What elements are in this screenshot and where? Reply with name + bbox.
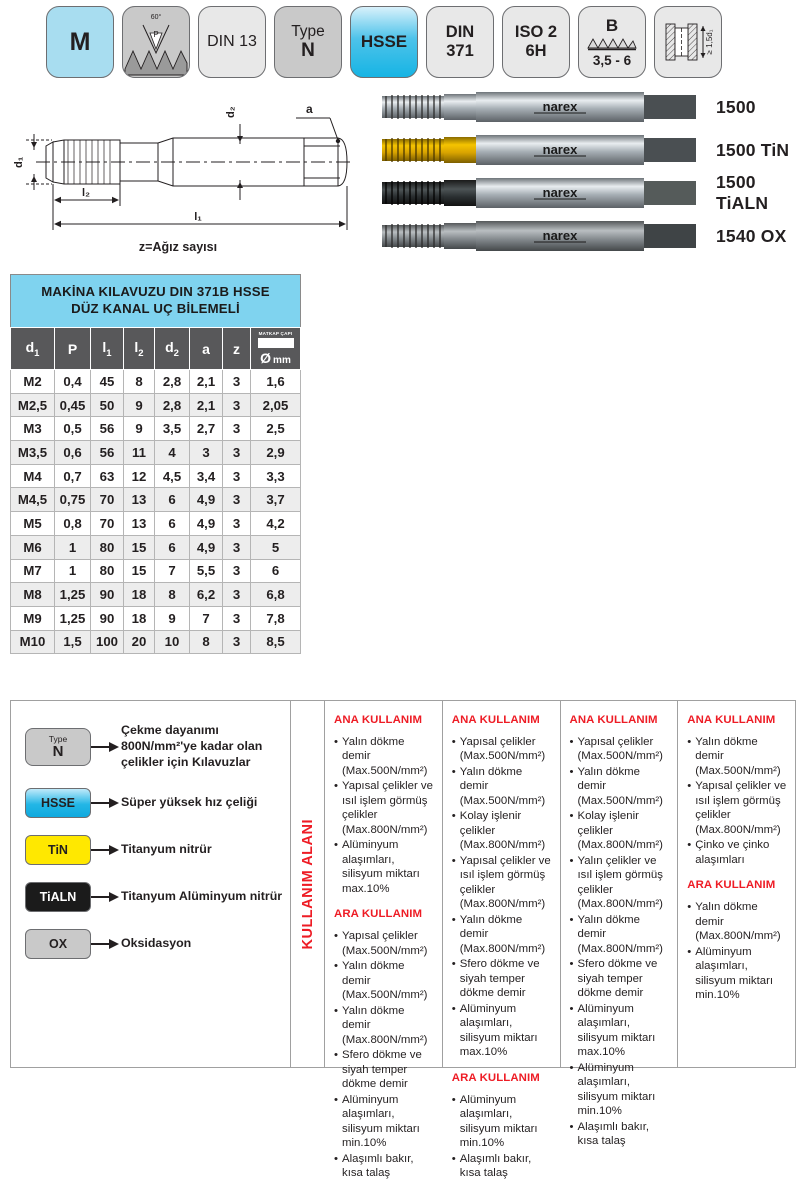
svg-text:narex: narex xyxy=(542,228,578,243)
application-section-heading: ANA KULLANIM xyxy=(569,714,658,726)
table-cell: M5 xyxy=(11,512,55,536)
legend-text-tialn: Titanyum Alüminyum nitrür xyxy=(121,888,283,903)
table-row xyxy=(11,464,301,488)
thread-profile-icon xyxy=(123,7,189,77)
col-header-d2: $d_2$ xyxy=(155,328,190,370)
table-cell: 8,5 xyxy=(251,630,301,654)
spec-title-line2: DÜZ KANAL UÇ BİLEMELİ xyxy=(71,300,240,316)
table-cell: 4,2 xyxy=(251,512,301,536)
arrow-icon xyxy=(91,741,121,753)
drawing-and-photos xyxy=(0,88,804,266)
list-item: • Yalın dökme demir (Max.500N/mm²) xyxy=(687,735,788,778)
table-cell: 1,5 xyxy=(55,630,91,654)
application-columns xyxy=(325,701,795,1180)
table-cell: 2,8 xyxy=(155,393,190,417)
badge-standard-din13 xyxy=(198,6,266,78)
svg-text:P: P xyxy=(153,30,159,39)
product-row xyxy=(382,217,796,255)
table-cell: 3,3 xyxy=(251,464,301,488)
legend-text-ox: Oksidasyon xyxy=(121,935,192,950)
col-header-drill-diameter xyxy=(251,328,301,370)
spec-header-row xyxy=(11,328,301,370)
drill-header-unit: mm xyxy=(273,355,291,366)
list-item: • Yalın dökme demir (Max.800N/mm²) xyxy=(570,913,671,956)
table-cell: M2 xyxy=(11,370,55,394)
table-cell: 18 xyxy=(124,606,155,630)
legend-item-type-n xyxy=(25,723,284,771)
badge-standard-din371 xyxy=(426,6,494,78)
list-item: • Kolay işlenir çelikler (Max.800N/mm²) xyxy=(452,809,553,852)
table-row xyxy=(11,370,301,394)
usage-area-label-text: KULLANIM ALANI xyxy=(299,818,316,950)
table-row xyxy=(11,583,301,607)
col-header-l1: $l_1$ xyxy=(91,328,124,370)
usage-area-label xyxy=(291,701,325,1067)
list-item: • Yapısal çelikler ve ısıl işlem görmüş çelikler (Max.800N/mm²) xyxy=(452,854,553,912)
table-cell: 20 xyxy=(124,630,155,654)
table-cell: M10 xyxy=(11,630,55,654)
table-cell: 70 xyxy=(91,488,124,512)
table-cell: 3 xyxy=(223,559,251,583)
svg-text:narex: narex xyxy=(542,99,578,114)
badge-thread-profile xyxy=(122,6,190,78)
svg-text:d₁: d₁ xyxy=(13,156,25,168)
blind-hole-icon xyxy=(658,14,718,70)
table-cell: 9 xyxy=(124,393,155,417)
drawing-caption: z=Ağız sayısı xyxy=(138,240,218,254)
spec-table-body xyxy=(11,370,301,654)
legend-item-hsse xyxy=(25,788,284,818)
product-label: 1540 OX xyxy=(716,225,787,246)
legend-chip-ox xyxy=(25,929,91,959)
product-row xyxy=(382,131,796,169)
product-row xyxy=(382,174,796,212)
table-cell: 2,8 xyxy=(155,370,190,394)
svg-text:l₂: l₂ xyxy=(82,187,90,199)
legend-chip-type-n-line1: Type xyxy=(48,734,68,745)
table-cell: 2,1 xyxy=(190,370,223,394)
col-header-z: z xyxy=(223,328,251,370)
legend-chip-tin-label: TiN xyxy=(48,842,68,857)
badge-din371-line1: DIN xyxy=(445,22,475,41)
tap-photo-1500 xyxy=(382,90,700,124)
legend-chip-hsse-label: HSSE xyxy=(40,795,76,810)
table-cell: 8 xyxy=(124,370,155,394)
table-cell: 0,6 xyxy=(55,441,91,465)
list-item: • Çinko ve çinko alaşımları xyxy=(687,838,788,867)
drill-header-symbol: Ø xyxy=(260,350,272,366)
table-cell: 2,5 xyxy=(251,417,301,441)
legend-panel xyxy=(11,701,291,1067)
spec-title-line1: MAKİNA KILAVUZU DIN 371B HSSE xyxy=(41,284,270,299)
table-cell: 0,4 xyxy=(55,370,91,394)
list-item: • Alaşımlı bakır, kısa talaş xyxy=(570,1120,671,1149)
table-cell: 90 xyxy=(91,583,124,607)
table-cell: M6 xyxy=(11,535,55,559)
table-cell: 8 xyxy=(190,630,223,654)
tap-technical-drawing xyxy=(8,88,374,266)
list-item: • Alüminyum alaşımları, silisyum miktarı max.10% xyxy=(452,1002,553,1060)
table-cell: 100 xyxy=(91,630,124,654)
application-column xyxy=(678,701,795,1067)
table-cell: 1 xyxy=(55,559,91,583)
table-cell: 3 xyxy=(223,606,251,630)
table-cell: 1,6 xyxy=(251,370,301,394)
arrow-icon xyxy=(91,844,121,856)
svg-text:≥ 1,5d₁: ≥ 1,5d₁ xyxy=(705,29,714,55)
list-item: • Alaşımlı bakır, kısa talaş xyxy=(334,1152,435,1181)
product-photo-list xyxy=(374,88,796,266)
table-cell: 90 xyxy=(91,606,124,630)
badge-hole-depth xyxy=(654,6,722,78)
header-badge-row xyxy=(0,0,804,88)
table-row xyxy=(11,535,301,559)
table-row xyxy=(11,393,301,417)
badge-tolerance-iso xyxy=(502,6,570,78)
table-cell: 6,8 xyxy=(251,583,301,607)
col-header-d1: $d_1$ xyxy=(11,328,55,370)
table-cell: 7 xyxy=(155,559,190,583)
svg-text:60°: 60° xyxy=(150,14,162,21)
table-row xyxy=(11,488,301,512)
table-cell: 13 xyxy=(124,512,155,536)
table-cell: 3 xyxy=(223,512,251,536)
list-item: • Sfero dökme ve siyah temper dökme demir xyxy=(570,957,671,1000)
svg-text:narex: narex xyxy=(542,185,578,200)
table-cell: M3 xyxy=(11,417,55,441)
list-item: • Alüminyum alaşımları, silisyum miktarı min.10% xyxy=(334,1093,435,1151)
application-list xyxy=(452,1093,553,1181)
table-cell: 15 xyxy=(124,559,155,583)
badge-material-hsse xyxy=(350,6,418,78)
legend-item-ox xyxy=(25,929,284,959)
table-cell: 8 xyxy=(155,583,190,607)
table-cell: M2,5 xyxy=(11,393,55,417)
table-cell: 4 xyxy=(155,441,190,465)
table-cell: M4,5 xyxy=(11,488,55,512)
product-label: 1500 xyxy=(716,96,756,117)
legend-chip-tin xyxy=(25,835,91,865)
product-label: 1500 TiALN xyxy=(716,172,769,213)
table-cell: 0,8 xyxy=(55,512,91,536)
list-item: • Yalın dökme demir (Max.800N/mm²) xyxy=(687,900,788,943)
table-cell: 4,9 xyxy=(190,535,223,559)
table-cell: 70 xyxy=(91,512,124,536)
badge-iso-line2: 6H xyxy=(525,42,547,60)
application-section-heading: ANA KULLANIM xyxy=(451,714,540,726)
svg-text:narex: narex xyxy=(542,142,578,157)
badge-chamfer-range: 3,5 - 6 xyxy=(592,52,632,68)
legend-chip-hsse xyxy=(25,788,91,818)
application-list xyxy=(334,929,435,1180)
spec-table-caption xyxy=(10,274,301,327)
legend-chip-type-n xyxy=(25,728,91,766)
application-section-heading: ANA KULLANIM xyxy=(334,714,423,726)
list-item: • Alüminyum alaşımları, silisyum miktarı min.10% xyxy=(570,1061,671,1119)
badge-tap-type xyxy=(274,6,342,78)
table-cell: 15 xyxy=(124,535,155,559)
application-section-heading: ARA KULLANIM xyxy=(687,879,776,892)
table-cell: 3,7 xyxy=(251,488,301,512)
table-cell: 2,05 xyxy=(251,393,301,417)
arrow-icon xyxy=(91,891,121,903)
table-cell: 3,5 xyxy=(155,417,190,441)
table-cell: 3 xyxy=(190,441,223,465)
badge-chamfer-letter: B xyxy=(605,15,619,35)
table-cell: 50 xyxy=(91,393,124,417)
table-cell: 5,5 xyxy=(190,559,223,583)
arrow-icon xyxy=(91,797,121,809)
table-cell: 0,45 xyxy=(55,393,91,417)
list-item: • Sfero dökme ve siyah temper dökme demir xyxy=(452,957,553,1000)
application-list xyxy=(570,735,671,1149)
application-section-heading: ARA KULLANIM xyxy=(451,1071,540,1084)
list-item: • Kolay işlenir çelikler (Max.800N/mm²) xyxy=(570,809,671,852)
badge-hsse-label: HSSE xyxy=(360,32,408,51)
table-cell: 13 xyxy=(124,488,155,512)
tap-photo-1500-tialn xyxy=(382,176,700,210)
table-row xyxy=(11,417,301,441)
application-list xyxy=(452,735,553,1060)
tap-photo-1540-ox xyxy=(382,219,700,253)
table-cell: 12 xyxy=(124,464,155,488)
table-cell: 10 xyxy=(155,630,190,654)
col-header-p: P xyxy=(55,328,91,370)
table-row xyxy=(11,630,301,654)
table-row xyxy=(11,559,301,583)
drill-header-top-text: MATKAP ÇAPI xyxy=(258,331,293,336)
spec-table xyxy=(10,274,301,654)
application-list xyxy=(687,735,788,867)
table-cell: 56 xyxy=(91,441,124,465)
list-item: • Yapısal çelikler ve ısıl işlem görmüş çelikler (Max.800N/mm²) xyxy=(334,779,435,837)
table-cell: 4,9 xyxy=(190,488,223,512)
list-item: • Yalın dökme demir (Max.500N/mm²) xyxy=(452,765,553,808)
table-cell: 9 xyxy=(155,606,190,630)
badge-thread-type-label: M xyxy=(69,27,91,56)
list-item: • Yapısal çelikler (Max.500N/mm²) xyxy=(570,735,671,764)
application-section-heading: ANA KULLANIM xyxy=(687,714,776,726)
list-item: • Alaşımlı bakır, kısa talaş xyxy=(452,1152,553,1181)
legend-chip-ox-label: OX xyxy=(48,936,68,951)
application-column xyxy=(443,701,561,1180)
table-row xyxy=(11,606,301,630)
table-cell: 3 xyxy=(223,441,251,465)
application-list xyxy=(687,900,788,1002)
table-cell: 3 xyxy=(223,417,251,441)
table-cell: 0,75 xyxy=(55,488,91,512)
table-cell: 6,2 xyxy=(190,583,223,607)
badge-din13-label: DIN 13 xyxy=(207,32,257,50)
arrow-icon xyxy=(91,938,121,950)
svg-text:l₁: l₁ xyxy=(194,211,202,223)
list-item: • Alüminyum alaşımları, silisyum miktarı min.10% xyxy=(452,1093,553,1151)
legend-item-tialn xyxy=(25,882,284,912)
table-cell: 18 xyxy=(124,583,155,607)
table-cell: 2,7 xyxy=(190,417,223,441)
bottom-panel xyxy=(10,700,796,1180)
table-cell: M9 xyxy=(11,606,55,630)
col-header-a: a xyxy=(190,328,223,370)
product-label: 1500 TiN xyxy=(716,139,790,160)
table-cell: 7,8 xyxy=(251,606,301,630)
table-cell: 0,5 xyxy=(55,417,91,441)
application-column xyxy=(561,701,679,1148)
table-cell: 3 xyxy=(223,583,251,607)
table-cell: 3 xyxy=(223,488,251,512)
table-cell: 63 xyxy=(91,464,124,488)
spec-table-wrapper xyxy=(0,266,804,654)
list-item: • Yapısal çelikler ve ısıl işlem görmüş çelikler (Max.800N/mm²) xyxy=(687,779,788,837)
tap-photo-1500-tin xyxy=(382,133,700,167)
badge-iso-line1: ISO 2 xyxy=(514,22,558,41)
table-cell: 0,7 xyxy=(55,464,91,488)
badge-tap-type-line2: N xyxy=(301,39,315,61)
table-cell: 11 xyxy=(124,441,155,465)
list-item: • Yalın dökme demir (Max.800N/mm²) xyxy=(452,913,553,956)
table-cell: M4 xyxy=(11,464,55,488)
table-cell: 3 xyxy=(223,535,251,559)
badge-tap-type-line1: Type xyxy=(291,23,325,41)
table-cell: 2,1 xyxy=(190,393,223,417)
table-cell: 6 xyxy=(155,535,190,559)
legend-text-tin: Titanyum nitrür xyxy=(121,841,212,856)
table-cell: 80 xyxy=(91,535,124,559)
badge-thread-type xyxy=(46,6,114,78)
list-item: • Alüminyum alaşımları, silisyum miktarı min.10% xyxy=(687,945,788,1003)
list-item: • Yalın dökme demir (Max.500N/mm²) xyxy=(570,765,671,808)
legend-chip-tialn-label: TiALN xyxy=(39,889,77,904)
chamfer-thread-icon xyxy=(584,34,640,54)
badge-chamfer-form xyxy=(578,6,646,78)
legend-item-tin xyxy=(25,835,284,865)
list-item: • Yapısal çelikler (Max.500N/mm²) xyxy=(452,735,553,764)
table-cell: 80 xyxy=(91,559,124,583)
application-column xyxy=(325,701,443,1180)
svg-text:a: a xyxy=(306,102,313,116)
table-cell: M7 xyxy=(11,559,55,583)
list-item: • Yalın çelikler ve ısıl işlem görmüş çelikler (Max.800N/mm²) xyxy=(570,854,671,912)
table-cell: M8 xyxy=(11,583,55,607)
table-cell: 9 xyxy=(124,417,155,441)
table-cell: 6 xyxy=(155,488,190,512)
table-cell: 5 xyxy=(251,535,301,559)
table-cell: 4,5 xyxy=(155,464,190,488)
table-cell: 6 xyxy=(251,559,301,583)
table-cell: 3 xyxy=(223,393,251,417)
application-list xyxy=(334,735,435,896)
legend-text-type-n: Çekme dayanımı 800N/mm²'ye kadar olan çelikler için Kılavuzlar xyxy=(121,723,263,769)
table-cell: 1,25 xyxy=(55,606,91,630)
table-cell: 1 xyxy=(55,535,91,559)
col-header-l2: $l_2$ xyxy=(124,328,155,370)
list-item: • Alüminyum alaşımları, silisyum miktarı max.10% xyxy=(334,838,435,896)
table-row xyxy=(11,512,301,536)
table-cell: 3,4 xyxy=(190,464,223,488)
table-cell: 3 xyxy=(223,370,251,394)
table-cell: 3 xyxy=(223,464,251,488)
svg-text:d₂: d₂ xyxy=(225,106,237,118)
legend-chip-type-n-line2: N xyxy=(52,742,64,760)
table-cell: 1,25 xyxy=(55,583,91,607)
list-item: • Yalın dökme demir (Max.800N/mm²) xyxy=(334,1004,435,1047)
list-item: • Alüminyum alaşımları, silisyum miktarı max.10% xyxy=(570,1002,671,1060)
table-row xyxy=(11,441,301,465)
table-cell: 4,9 xyxy=(190,512,223,536)
list-item: • Yalın dökme demir (Max.500N/mm²) xyxy=(334,959,435,1002)
table-cell: 56 xyxy=(91,417,124,441)
list-item: • Yalın dökme demir (Max.500N/mm²) xyxy=(334,735,435,778)
application-section-heading: ARA KULLANIM xyxy=(334,908,423,921)
table-cell: 45 xyxy=(91,370,124,394)
list-item: • Yapısal çelikler (Max.500N/mm²) xyxy=(334,929,435,958)
list-item: • Sfero dökme ve siyah temper dökme demir xyxy=(334,1048,435,1091)
product-row xyxy=(382,88,796,126)
badge-din371-line2: 371 xyxy=(446,42,474,60)
table-cell: 7 xyxy=(190,606,223,630)
table-cell: 2,9 xyxy=(251,441,301,465)
table-cell: M3,5 xyxy=(11,441,55,465)
drill-header-box xyxy=(257,337,295,349)
legend-text-hsse: Süper yüksek hız çeliği xyxy=(121,794,258,809)
legend-chip-tialn xyxy=(25,882,91,912)
table-cell: 3 xyxy=(223,630,251,654)
table-cell: 6 xyxy=(155,512,190,536)
